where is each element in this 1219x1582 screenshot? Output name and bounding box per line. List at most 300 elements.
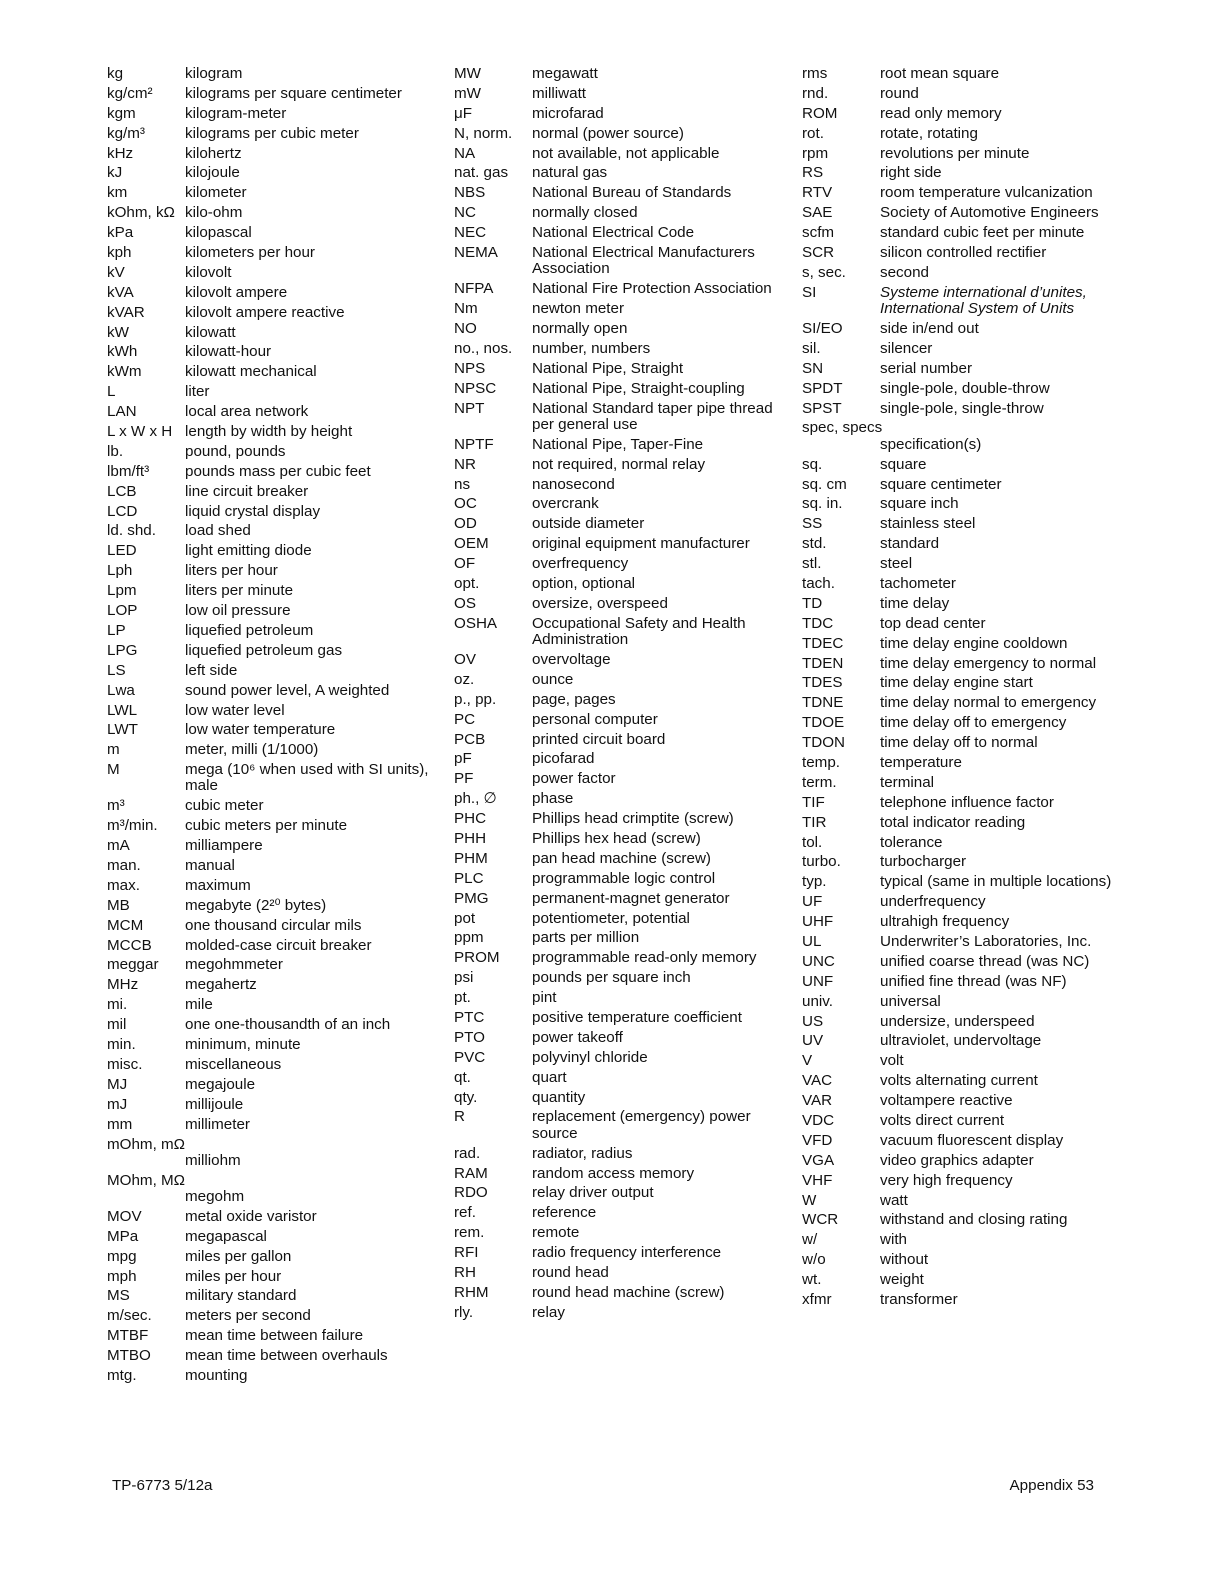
- abbreviation-entry: [107, 997, 437, 1013]
- abbreviation-term: Nm: [454, 300, 478, 318]
- abbreviation-definition: pounds mass per cubic feet: [185, 462, 371, 480]
- abbreviation-definition: Underwriter’s Laboratories, Inc.: [880, 933, 1092, 950]
- abbreviation-term: OSHA: [454, 614, 498, 632]
- abbreviation-term: TD: [802, 594, 823, 612]
- abbreviation-term: man.: [107, 857, 141, 875]
- abbreviation-entry: [454, 106, 784, 122]
- abbreviation-entry: [107, 663, 437, 679]
- abbreviation-definition: pounds per square inch: [532, 969, 691, 987]
- abbreviation-definition: silicon controlled rectifier: [880, 244, 1047, 262]
- abbreviation-term: NC: [454, 204, 476, 222]
- abbreviation-term: TDES: [802, 674, 843, 692]
- abbreviation-entry: [107, 858, 437, 874]
- abbreviation-term: sq. cm: [802, 475, 847, 493]
- abbreviation-definition: one one-thousandth of an inch: [185, 1016, 391, 1034]
- abbreviation-definition: newton meter: [532, 300, 625, 318]
- abbreviation-entry: [454, 185, 784, 201]
- abbreviation-entry: [802, 934, 1132, 950]
- abbreviation-term: NPT: [454, 399, 485, 417]
- abbreviation-term: SN: [802, 359, 824, 377]
- abbreviation-entry: [454, 401, 784, 434]
- abbreviation-term: kph: [107, 244, 132, 262]
- abbreviation-entry: [107, 818, 437, 834]
- abbreviation-term: univ.: [802, 992, 833, 1010]
- abbreviation-term: PMG: [454, 889, 489, 907]
- abbreviation-definition: time delay emergency to normal: [880, 654, 1097, 672]
- abbreviation-definition: Phillips head crimptite (screw): [532, 810, 734, 828]
- abbreviation-definition: National Electrical Code: [532, 224, 695, 242]
- abbreviation-definition: volts alternating current: [880, 1072, 1038, 1090]
- abbreviation-entry: [107, 265, 437, 281]
- abbreviation-entry: [107, 523, 437, 539]
- abbreviation-term: ppm: [454, 929, 484, 947]
- abbreviation-term: MCCB: [107, 936, 152, 954]
- abbreviation-term: TIR: [802, 813, 827, 831]
- abbreviation-entry: [454, 576, 784, 592]
- abbreviation-term: Lpm: [107, 582, 137, 600]
- abbreviation-definition: kilograms per cubic meter: [185, 124, 359, 142]
- abbreviation-term: max.: [107, 876, 140, 894]
- abbreviation-definition: very high frequency: [880, 1171, 1013, 1189]
- abbreviation-entry: [802, 1292, 1132, 1308]
- abbreviation-definition: natural gas: [532, 164, 608, 182]
- abbreviation-definition: National Bureau of Standards: [532, 184, 732, 202]
- abbreviation-entry: [107, 898, 437, 914]
- abbreviation-term: term.: [802, 773, 837, 791]
- abbreviation-entry: [107, 404, 437, 420]
- abbreviation-entry: [107, 205, 437, 221]
- abbreviation-definition: meters per second: [185, 1307, 311, 1325]
- abbreviation-entry: [802, 1272, 1132, 1288]
- abbreviation-definition: round head: [532, 1263, 609, 1281]
- abbreviation-definition: ultraviolet, undervoltage: [880, 1032, 1042, 1050]
- abbreviation-term: VAR: [802, 1092, 833, 1110]
- abbreviation-term: s, sec.: [802, 263, 846, 281]
- abbreviation-definition: low oil pressure: [185, 602, 291, 620]
- abbreviation-term: Lwa: [107, 681, 135, 699]
- abbreviation-entry: [802, 835, 1132, 851]
- abbreviation-definition: National Pipe, Taper-Fine: [532, 435, 704, 453]
- abbreviation-entry: [454, 1265, 784, 1281]
- abbreviation-definition: megabyte (2²⁰ bytes): [185, 896, 327, 914]
- abbreviation-term: RAM: [454, 1164, 488, 1182]
- abbreviation-entry: [802, 1033, 1132, 1049]
- abbreviation-entry: [107, 643, 437, 659]
- abbreviation-definition: kilovolt ampere reactive: [185, 303, 345, 321]
- abbreviation-term: km: [107, 184, 128, 202]
- abbreviation-term: opt.: [454, 574, 480, 592]
- abbreviation-definition: turbocharger: [880, 853, 967, 871]
- abbreviations-column-3: [802, 66, 1132, 1312]
- abbreviation-term: LCD: [107, 502, 138, 520]
- abbreviation-definition: Society of Automotive Engineers: [880, 204, 1099, 222]
- abbreviation-term: lb.: [107, 442, 124, 460]
- abbreviation-definition: liters per minute: [185, 582, 294, 600]
- abbreviation-definition: normal (power source): [532, 124, 684, 142]
- abbreviation-term: PHH: [454, 829, 487, 847]
- abbreviation-term: tach.: [802, 574, 835, 592]
- abbreviation-definition: programmable logic control: [532, 869, 716, 887]
- abbreviation-entry: [454, 245, 784, 278]
- abbreviation-term: VAC: [802, 1072, 833, 1090]
- abbreviation-definition: megapascal: [185, 1227, 267, 1245]
- abbreviation-entry: [802, 126, 1132, 142]
- abbreviation-term: pt.: [454, 989, 471, 1007]
- abbreviation-definition: military standard: [185, 1287, 297, 1305]
- abbreviation-term: kg: [107, 65, 124, 82]
- abbreviation-entry: [802, 516, 1132, 532]
- abbreviation-entry: [454, 652, 784, 668]
- abbreviation-entry: [107, 464, 437, 480]
- abbreviation-term: OC: [454, 495, 477, 513]
- abbreviation-term: SI: [802, 283, 817, 301]
- abbreviation-term: mJ: [107, 1095, 128, 1113]
- abbreviation-term: wt.: [802, 1271, 822, 1289]
- abbreviation-term: misc.: [107, 1055, 143, 1073]
- abbreviation-term: SCR: [802, 244, 835, 262]
- abbreviation-term: MW: [454, 65, 481, 82]
- abbreviation-term: LWT: [107, 721, 138, 739]
- abbreviation-entry: [454, 1146, 784, 1162]
- abbreviation-definition: kilograms per square centimeter: [185, 84, 402, 102]
- abbreviation-term: TDON: [802, 734, 846, 752]
- abbreviation-term: mOhm, mΩ: [107, 1135, 186, 1153]
- abbreviation-term: no., nos.: [454, 339, 513, 357]
- abbreviation-entry: [802, 1252, 1132, 1268]
- abbreviation-term: m: [107, 741, 120, 759]
- abbreviation-entry: [454, 536, 784, 552]
- abbreviation-definition: vacuum fluorescent display: [880, 1131, 1064, 1149]
- abbreviation-entry: [802, 536, 1132, 552]
- abbreviation-term: ref.: [454, 1204, 476, 1222]
- abbreviation-term: m³/min.: [107, 817, 158, 835]
- abbreviation-entry: [802, 954, 1132, 970]
- abbreviation-entry: [107, 1057, 437, 1073]
- abbreviation-term: TDEC: [802, 634, 844, 652]
- abbreviation-entry: [802, 894, 1132, 910]
- abbreviation-entry: [107, 1077, 437, 1093]
- abbreviation-term: nat. gas: [454, 164, 509, 182]
- abbreviation-definition: time delay engine cooldown: [880, 634, 1068, 652]
- abbreviation-entry: [454, 616, 784, 649]
- abbreviation-entry: [107, 1348, 437, 1364]
- abbreviation-definition: telephone influence factor: [880, 793, 1054, 811]
- abbreviation-definition: serial number: [880, 359, 973, 377]
- abbreviation-definition: normally open: [532, 319, 628, 337]
- abbreviation-entry: [802, 1133, 1132, 1149]
- abbreviation-entry: [454, 1030, 784, 1046]
- abbreviation-definition: universal: [880, 992, 941, 1010]
- abbreviation-definition: radiator, radius: [532, 1144, 633, 1162]
- abbreviation-definition: time delay engine start: [880, 674, 1033, 692]
- abbreviation-term: PF: [454, 770, 474, 788]
- abbreviation-entry: [107, 977, 437, 993]
- abbreviation-term: RH: [454, 1263, 476, 1281]
- abbreviation-definition: reference: [532, 1204, 597, 1222]
- abbreviation-definition: with: [880, 1231, 908, 1249]
- abbreviation-term: NPSC: [454, 379, 497, 397]
- abbreviation-entry: [454, 301, 784, 317]
- abbreviation-term: LWL: [107, 701, 138, 719]
- abbreviation-term: ld. shd.: [107, 522, 156, 540]
- abbreviation-definition: National Fire Protection Association: [532, 280, 772, 298]
- abbreviation-term: mil: [107, 1016, 127, 1034]
- abbreviation-entry: [454, 205, 784, 221]
- abbreviation-definition: original equipment manufacturer: [532, 535, 750, 553]
- abbreviation-term: SS: [802, 515, 823, 533]
- abbreviation-definition: miscellaneous: [185, 1055, 282, 1073]
- abbreviation-definition: watt: [880, 1191, 908, 1209]
- abbreviation-entry: [454, 672, 784, 688]
- abbreviation-term: LAN: [107, 403, 137, 421]
- abbreviation-entry: [802, 675, 1132, 691]
- abbreviation-entry: [802, 477, 1132, 493]
- abbreviation-term: turbo.: [802, 853, 841, 871]
- abbreviation-definition: oversize, overspeed: [532, 594, 668, 612]
- abbreviation-term: PHM: [454, 849, 488, 867]
- abbreviation-term: RFI: [454, 1244, 479, 1262]
- abbreviation-entry: [107, 1269, 437, 1285]
- abbreviation-entry: [107, 1229, 437, 1245]
- abbreviation-definition: polyvinyl chloride: [532, 1048, 648, 1066]
- abbreviation-term: kg/cm²: [107, 84, 153, 102]
- abbreviation-entry: [107, 1017, 437, 1033]
- abbreviation-definition: rotate, rotating: [880, 124, 978, 142]
- abbreviation-definition: pound, pounds: [185, 442, 286, 460]
- abbreviation-entry: [802, 420, 1132, 453]
- abbreviation-term: OV: [454, 650, 476, 668]
- abbreviation-entry: [107, 285, 437, 301]
- abbreviation-term: m/sec.: [107, 1307, 152, 1325]
- abbreviation-definition: ounce: [532, 670, 574, 688]
- abbreviation-entry: [107, 563, 437, 579]
- abbreviation-entry: [802, 1173, 1132, 1189]
- abbreviation-term: kWm: [107, 363, 142, 381]
- abbreviation-entry: [454, 361, 784, 377]
- abbreviation-entry: [802, 874, 1132, 890]
- abbreviation-term: PTC: [454, 1008, 485, 1026]
- abbreviation-entry: [454, 1070, 784, 1086]
- abbreviation-definition: single-pole, double-throw: [880, 379, 1050, 397]
- abbreviation-entry: [802, 321, 1132, 337]
- abbreviation-term: MOhm, MΩ: [107, 1171, 186, 1189]
- abbreviation-term: TDEN: [802, 654, 844, 672]
- abbreviation-definition: local area network: [185, 403, 309, 421]
- abbreviation-term: lbm/ft³: [107, 462, 150, 480]
- abbreviation-definition: replacement (emergency) power source: [532, 1108, 751, 1142]
- abbreviation-term: qty.: [454, 1088, 478, 1106]
- abbreviation-entry: [107, 1137, 437, 1170]
- abbreviation-term: N, norm.: [454, 124, 513, 142]
- abbreviation-definition: specification(s): [880, 435, 982, 453]
- abbreviation-entry: [107, 444, 437, 460]
- abbreviation-definition: mean time between failure: [185, 1327, 364, 1345]
- abbreviation-term: VGA: [802, 1151, 835, 1169]
- abbreviation-entry: [802, 285, 1132, 318]
- abbreviation-term: RTV: [802, 184, 833, 202]
- abbreviation-definition: room temperature vulcanization: [880, 184, 1093, 202]
- abbreviation-entry: [802, 225, 1132, 241]
- abbreviation-entry: [107, 504, 437, 520]
- abbreviation-definition: silencer: [880, 339, 933, 357]
- abbreviation-definition: kilovolt ampere: [185, 283, 288, 301]
- abbreviation-entry: [454, 1305, 784, 1321]
- abbreviation-definition: time delay normal to emergency: [880, 694, 1097, 712]
- abbreviation-term: PHC: [454, 810, 487, 828]
- abbreviation-term: PLC: [454, 869, 484, 887]
- abbreviation-term: xfmr: [802, 1291, 832, 1309]
- abbreviation-definition: meter, milli (1/1000): [185, 741, 319, 759]
- abbreviation-term: LP: [107, 621, 126, 639]
- abbreviation-entry: [454, 771, 784, 787]
- abbreviation-entry: [107, 703, 437, 719]
- abbreviation-definition: relay: [532, 1303, 565, 1321]
- abbreviation-term: ROM: [802, 104, 838, 122]
- abbreviation-term: OF: [454, 555, 476, 573]
- abbreviation-entry: [802, 715, 1132, 731]
- abbreviation-definition: right side: [880, 164, 942, 182]
- abbreviation-definition: overfrequency: [532, 555, 629, 573]
- abbreviation-entry: [107, 543, 437, 559]
- abbreviation-term: V: [802, 1052, 813, 1070]
- abbreviation-term: mW: [454, 84, 481, 102]
- abbreviation-entry: [454, 86, 784, 102]
- abbreviation-definition: manual: [185, 857, 235, 875]
- abbreviation-term: L: [107, 383, 116, 401]
- abbreviation-definition: normally closed: [532, 204, 638, 222]
- abbreviation-term: kPa: [107, 224, 134, 242]
- abbreviation-term: min.: [107, 1036, 136, 1054]
- abbreviation-definition: parts per million: [532, 929, 640, 947]
- abbreviation-entry: [454, 871, 784, 887]
- abbreviation-term: SI/EO: [802, 319, 843, 337]
- abbreviation-term: mph: [107, 1267, 137, 1285]
- abbreviation-entry: [107, 1117, 437, 1133]
- abbreviation-term: ph., ∅: [454, 790, 497, 808]
- abbreviation-definition: liters per hour: [185, 562, 278, 580]
- abbreviation-entry: [107, 484, 437, 500]
- abbreviation-entry: [107, 106, 437, 122]
- abbreviation-term: RDO: [454, 1184, 488, 1202]
- abbreviation-term: WCR: [802, 1211, 839, 1229]
- abbreviation-entry: [802, 596, 1132, 612]
- abbreviation-term: UHF: [802, 913, 834, 931]
- abbreviation-entry: [802, 656, 1132, 672]
- abbreviation-term: rem.: [454, 1224, 485, 1242]
- abbreviation-entry: [454, 970, 784, 986]
- abbreviation-definition: not available, not applicable: [532, 144, 720, 162]
- abbreviation-definition: ultrahigh frequency: [880, 913, 1010, 931]
- abbreviation-entry: [802, 1193, 1132, 1209]
- abbreviation-definition: temperature: [880, 753, 962, 771]
- abbreviation-definition: kilowatt-hour: [185, 343, 272, 361]
- abbreviation-definition: liter: [185, 383, 210, 401]
- abbreviation-term: PROM: [454, 949, 500, 967]
- abbreviation-definition: pan head machine (screw): [532, 849, 711, 867]
- abbreviation-definition: square inch: [880, 495, 959, 513]
- abbreviation-definition: video graphics adapter: [880, 1151, 1034, 1169]
- abbreviation-term: NFPA: [454, 280, 494, 298]
- abbreviation-definition: quart: [532, 1068, 567, 1086]
- abbreviation-term: RS: [802, 164, 824, 182]
- abbreviation-entry: [107, 957, 437, 973]
- abbreviation-definition: kilohertz: [185, 144, 242, 162]
- abbreviation-definition: square: [880, 455, 927, 473]
- abbreviation-definition: phase: [532, 790, 574, 808]
- abbreviation-entry: [802, 755, 1132, 771]
- abbreviation-term: UNC: [802, 952, 835, 970]
- abbreviation-definition: length by width by height: [185, 423, 353, 441]
- abbreviation-definition: Phillips hex head (screw): [532, 829, 701, 847]
- abbreviation-entry: [107, 1209, 437, 1225]
- abbreviation-definition: National Electrical Manufacturers Association: [532, 244, 755, 278]
- abbreviation-definition: potentiometer, potential: [532, 909, 690, 927]
- abbreviation-entry: [802, 556, 1132, 572]
- abbreviation-entry: [454, 692, 784, 708]
- abbreviation-term: OEM: [454, 535, 489, 553]
- abbreviation-term: kWh: [107, 343, 138, 361]
- abbreviation-entry: [107, 1308, 437, 1324]
- abbreviation-definition: permanent-magnet generator: [532, 889, 730, 907]
- abbreviation-definition: second: [880, 263, 929, 281]
- abbreviation-term: LPG: [107, 641, 138, 659]
- abbreviation-term: SPDT: [802, 379, 843, 397]
- abbreviation-definition: unified coarse thread (was NC): [880, 952, 1090, 970]
- abbreviation-entry: [802, 735, 1132, 751]
- abbreviation-entry: [107, 798, 437, 814]
- abbreviation-definition: read only memory: [880, 104, 1002, 122]
- abbreviation-definition: nanosecond: [532, 475, 615, 493]
- abbreviation-definition: kilo-ohm: [185, 204, 243, 222]
- abbreviation-definition: tolerance: [880, 833, 943, 851]
- abbreviation-term: stl.: [802, 555, 822, 573]
- abbreviation-entry: [802, 1153, 1132, 1169]
- abbreviation-definition: maximum: [185, 876, 251, 894]
- abbreviation-term: M: [107, 761, 120, 779]
- abbreviation-term: NA: [454, 144, 476, 162]
- abbreviation-entry: [107, 86, 437, 102]
- abbreviation-entry: [107, 225, 437, 241]
- abbreviation-definition: kilojoule: [185, 164, 240, 182]
- abbreviation-entry: [107, 126, 437, 142]
- abbreviation-entry: [802, 381, 1132, 397]
- abbreviation-term: mm: [107, 1115, 133, 1133]
- abbreviation-term: PTO: [454, 1028, 485, 1046]
- abbreviation-term: MTBF: [107, 1327, 149, 1345]
- abbreviation-entry: [454, 891, 784, 907]
- abbreviation-entry: [454, 281, 784, 297]
- abbreviation-term: kJ: [107, 164, 123, 182]
- abbreviation-term: pot: [454, 909, 476, 927]
- abbreviation-definition: molded-case circuit breaker: [185, 936, 372, 954]
- page-number: Appendix 53: [1009, 1477, 1094, 1494]
- abbreviation-term: UNF: [802, 972, 834, 990]
- abbreviation-definition: relay driver output: [532, 1184, 654, 1202]
- abbreviation-entry: [454, 1109, 784, 1142]
- abbreviation-entry: [802, 146, 1132, 162]
- abbreviation-definition: printed circuit board: [532, 730, 666, 748]
- abbreviation-entry: [454, 751, 784, 767]
- abbreviation-term: PCB: [454, 730, 486, 748]
- abbreviation-definition: number, numbers: [532, 339, 651, 357]
- abbreviation-term: UL: [802, 933, 822, 950]
- abbreviation-entry: [802, 185, 1132, 201]
- abbreviation-entry: [802, 1073, 1132, 1089]
- abbreviation-definition: kilowatt mechanical: [185, 363, 317, 381]
- abbreviation-entry: [107, 146, 437, 162]
- abbreviation-definition: kilometers per hour: [185, 244, 315, 262]
- abbreviation-entry: [802, 616, 1132, 632]
